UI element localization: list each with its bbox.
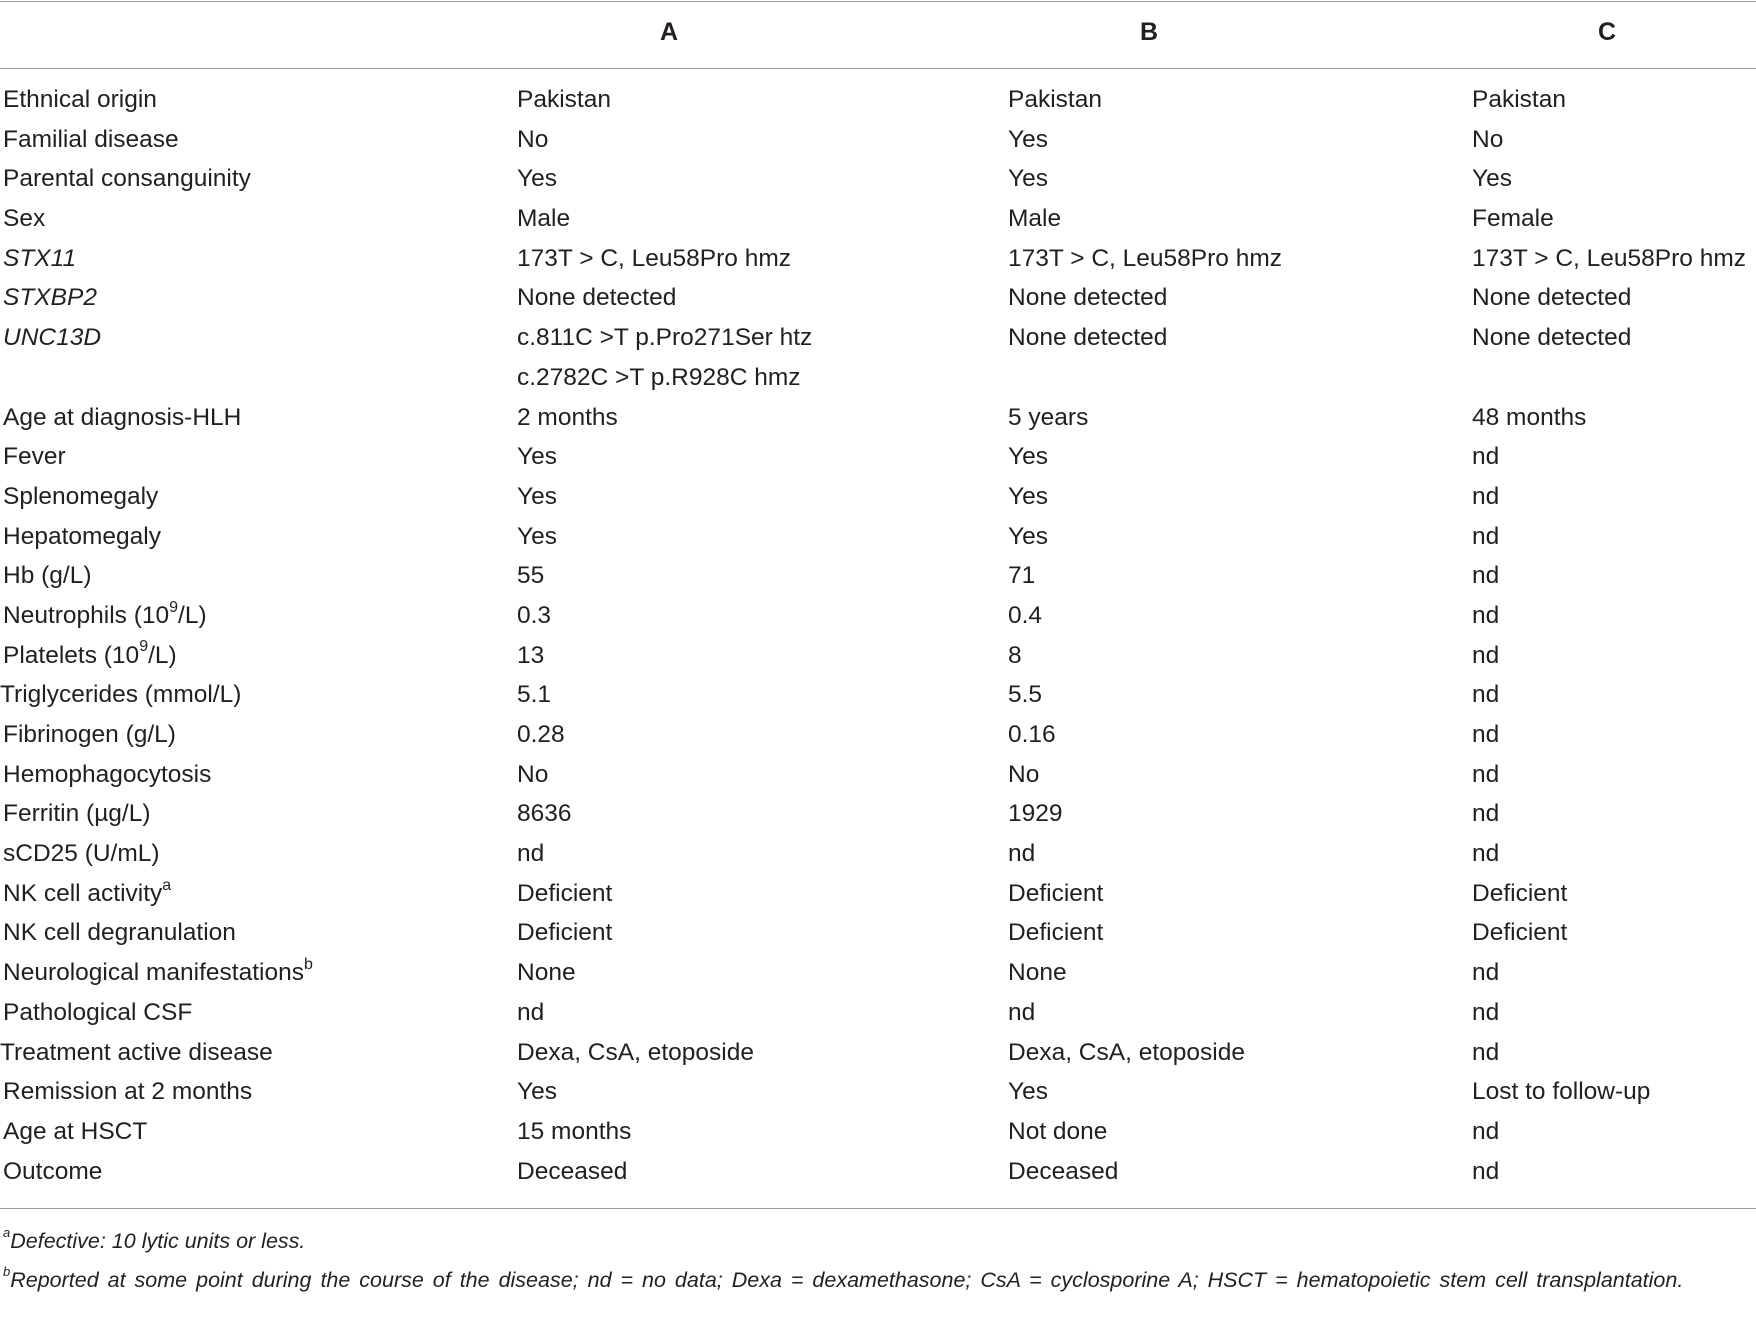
cell-c: None detected	[1472, 284, 1632, 312]
table-row-scd25	[0, 834, 1756, 874]
row-label-text: NK cell activity	[3, 879, 163, 907]
row-label: Splenomegaly	[3, 482, 159, 510]
table-row-fibrinogen	[0, 715, 1756, 755]
cell-a: No	[517, 125, 549, 153]
cell-c: nd	[1472, 1117, 1500, 1145]
cell-a	[517, 318, 812, 397]
footnote-a	[3, 1222, 1753, 1261]
cell-a: No	[517, 760, 549, 788]
footnote-b-text: Reported at some point during the course of the disease; nd = no data; Dexa = dexamethasone; CsA = cyclosporine A; HSCT = hematopoietic stem cell transplantation.	[10, 1268, 1684, 1292]
cell-c: nd	[1472, 800, 1500, 828]
cell-a-line-1: c.811C >T p.Pro271Ser htz	[517, 324, 813, 352]
cell-c: nd	[1472, 959, 1500, 987]
cell-b: None detected	[1008, 284, 1168, 312]
cell-c: nd	[1472, 601, 1500, 629]
cell-c: nd	[1472, 721, 1500, 749]
cell-b: 0.16	[1008, 721, 1056, 749]
row-label: Hb (g/L)	[3, 562, 92, 590]
cell-a: Male	[517, 205, 571, 233]
table-row-sex	[0, 199, 1756, 239]
cell-b: Male	[1008, 205, 1062, 233]
table-row-neutrophils	[0, 596, 1756, 636]
row-label: Fever	[3, 443, 66, 471]
row-label: sCD25 (U/mL)	[3, 840, 160, 868]
row-label-text: Neurological manifestations	[3, 959, 304, 987]
cell-b: 173T > C, Leu58Pro hmz	[1008, 244, 1282, 272]
cell-a: None detected	[517, 284, 677, 312]
cell-c: Deficient	[1472, 879, 1568, 907]
cell-c: Pakistan	[1472, 86, 1566, 113]
footnote-a-text: Defective: 10 lytic units or less.	[10, 1229, 306, 1253]
cell-c: nd	[1472, 482, 1500, 510]
cell-c: nd	[1472, 681, 1500, 709]
table-row-hepatomegaly	[0, 517, 1756, 557]
cell-a-line-2: c.2782C >T p.R928C hmz	[517, 363, 801, 391]
row-label: Age at HSCT	[3, 1117, 148, 1145]
cell-c: None detected	[1472, 324, 1632, 352]
row-label: Age at diagnosis-HLH	[3, 403, 242, 431]
table-row-splenomegaly	[0, 477, 1756, 517]
cell-b: Not done	[1008, 1117, 1108, 1145]
row-label	[3, 596, 207, 636]
cell-b: Dexa, CsA, etoposide	[1008, 1038, 1245, 1066]
table-body	[0, 80, 1756, 1191]
cell-c: nd	[1472, 443, 1500, 471]
table-row-nk-cell-degranulation	[0, 913, 1756, 953]
cell-b: nd	[1008, 840, 1036, 868]
cell-b: nd	[1008, 998, 1036, 1026]
row-label: Ferritin (µg/L)	[3, 800, 151, 828]
table-row-nk-cell-activity	[0, 874, 1756, 914]
table-row-remission	[0, 1072, 1756, 1112]
cell-a: Dexa, CsA, etoposide	[517, 1038, 754, 1066]
cell-b: Deficient	[1008, 919, 1104, 947]
row-label: UNC13D	[3, 324, 102, 352]
cell-b: 0.4	[1008, 601, 1043, 629]
table-row-ethnical-origin	[0, 80, 1756, 120]
cell-b: 5 years	[1008, 403, 1089, 431]
table-row-hb	[0, 556, 1756, 596]
cell-a: nd	[517, 998, 545, 1026]
row-label: STX11	[3, 244, 77, 272]
cell-c: Lost to follow-up	[1472, 1078, 1651, 1106]
table-row-parental-consanguinity	[0, 159, 1756, 199]
table-row-hemophagocytosis	[0, 755, 1756, 795]
cell-a: Deceased	[517, 1157, 628, 1185]
table-row-pathological-csf	[0, 993, 1756, 1033]
table-row-ferritin	[0, 794, 1756, 834]
row-label: Ethnical origin	[3, 86, 157, 113]
row-label-pre: Platelets (10	[3, 641, 140, 669]
footnote-b	[3, 1261, 1753, 1300]
row-label-superscript: 9	[169, 598, 179, 616]
row-label-pre: Neutrophils (10	[3, 601, 170, 629]
cell-c: nd	[1472, 1157, 1500, 1185]
table-header-rule	[0, 68, 1756, 69]
cell-c: No	[1472, 125, 1504, 153]
table-row-triglycerides	[0, 675, 1756, 715]
cell-c: 48 months	[1472, 403, 1587, 431]
cell-a: Yes	[517, 443, 557, 471]
footnote-marker-a: a	[162, 876, 172, 894]
row-label: Parental consanguinity	[3, 165, 251, 193]
column-header-a: A	[659, 18, 679, 46]
cell-c: nd	[1472, 840, 1500, 868]
cell-a: Deficient	[517, 879, 613, 907]
cell-b: None detected	[1008, 324, 1168, 352]
column-header-b: B	[1139, 18, 1159, 46]
table-row-age-at-hsct	[0, 1112, 1756, 1152]
row-label: Outcome	[3, 1157, 103, 1185]
table-row-unc13d	[0, 318, 1756, 397]
row-label-post: /L)	[178, 601, 207, 629]
cell-b: 71	[1008, 562, 1036, 590]
cell-a: Pakistan	[517, 86, 611, 113]
table-header	[0, 0, 1756, 66]
row-label	[3, 874, 171, 914]
cell-c: nd	[1472, 760, 1500, 788]
cell-b: Deceased	[1008, 1157, 1119, 1185]
row-label: Hepatomegaly	[3, 522, 161, 550]
table-row-stx11	[0, 239, 1756, 279]
cell-c: 173T > C, Leu58Pro hmz	[1472, 244, 1746, 272]
cell-b: Yes	[1008, 443, 1048, 471]
cell-b: No	[1008, 760, 1040, 788]
row-label: Sex	[3, 205, 46, 233]
row-label: Hemophagocytosis	[3, 760, 212, 788]
cell-a: None	[517, 959, 576, 987]
row-label	[3, 953, 313, 993]
cell-a: 13	[517, 641, 545, 669]
table-row-platelets	[0, 636, 1756, 676]
table-row-neurological-manifestations	[0, 953, 1756, 993]
row-label	[3, 636, 177, 676]
table-row-familial-disease	[0, 120, 1756, 160]
cell-a: 173T > C, Leu58Pro hmz	[517, 244, 791, 272]
cell-b: Yes	[1008, 125, 1048, 153]
cell-b: Yes	[1008, 522, 1048, 550]
row-label: Pathological CSF	[3, 998, 193, 1026]
cell-c: Female	[1472, 205, 1554, 233]
table-row-fever	[0, 437, 1756, 477]
cell-a: 8636	[517, 800, 572, 828]
cell-a: 0.28	[517, 721, 565, 749]
row-label: NK cell degranulation	[3, 919, 236, 947]
cell-c: Deficient	[1472, 919, 1568, 947]
table-footnotes	[3, 1222, 1753, 1300]
row-label: Fibrinogen (g/L)	[3, 721, 176, 749]
cell-a: 15 months	[517, 1117, 632, 1145]
cell-b: 5.5	[1008, 681, 1043, 709]
cell-b: Yes	[1008, 482, 1048, 510]
cell-a: nd	[517, 840, 545, 868]
row-label: STXBP2	[3, 284, 97, 312]
table-row-outcome	[0, 1152, 1756, 1192]
row-label: Remission at 2 months	[3, 1078, 253, 1106]
footnote-marker-b: b	[303, 955, 313, 973]
footnote-a-mark: a	[3, 1224, 11, 1240]
cell-b: Yes	[1008, 1078, 1048, 1106]
footnote-b-mark: b	[3, 1263, 11, 1279]
column-header-c: C	[1597, 18, 1617, 46]
cell-b: Deficient	[1008, 879, 1104, 907]
cell-c: nd	[1472, 522, 1500, 550]
row-label-post: /L)	[148, 641, 177, 669]
cell-c: Yes	[1472, 165, 1512, 193]
cell-a: Yes	[517, 1078, 557, 1106]
cell-a: Yes	[517, 482, 557, 510]
cell-a: 2 months	[517, 403, 618, 431]
cell-c: nd	[1472, 641, 1500, 669]
row-label: Treatment active disease	[0, 1038, 273, 1066]
row-label: Triglycerides (mmol/L)	[0, 681, 242, 709]
table-row-treatment-active-disease	[0, 1033, 1756, 1073]
row-label-superscript: 9	[139, 638, 149, 656]
cell-c: nd	[1472, 1038, 1500, 1066]
cell-c: nd	[1472, 998, 1500, 1026]
cell-b: 1929	[1008, 800, 1063, 828]
cell-b: Pakistan	[1008, 86, 1102, 113]
table-row-stxbp2	[0, 278, 1756, 318]
cell-b: 8	[1008, 641, 1022, 669]
row-label: Familial disease	[3, 125, 179, 153]
cell-a: 55	[517, 562, 545, 590]
cell-b: Yes	[1008, 165, 1048, 193]
cell-a: 0.3	[517, 601, 552, 629]
cell-a: Yes	[517, 165, 557, 193]
cell-a: Yes	[517, 522, 557, 550]
table-bottom-rule	[0, 1208, 1756, 1209]
cell-c: nd	[1472, 562, 1500, 590]
cell-a: 5.1	[517, 681, 552, 709]
table-row-age-at-diagnosis	[0, 398, 1756, 438]
cell-a: Deficient	[517, 919, 613, 947]
cell-b: None	[1008, 959, 1067, 987]
